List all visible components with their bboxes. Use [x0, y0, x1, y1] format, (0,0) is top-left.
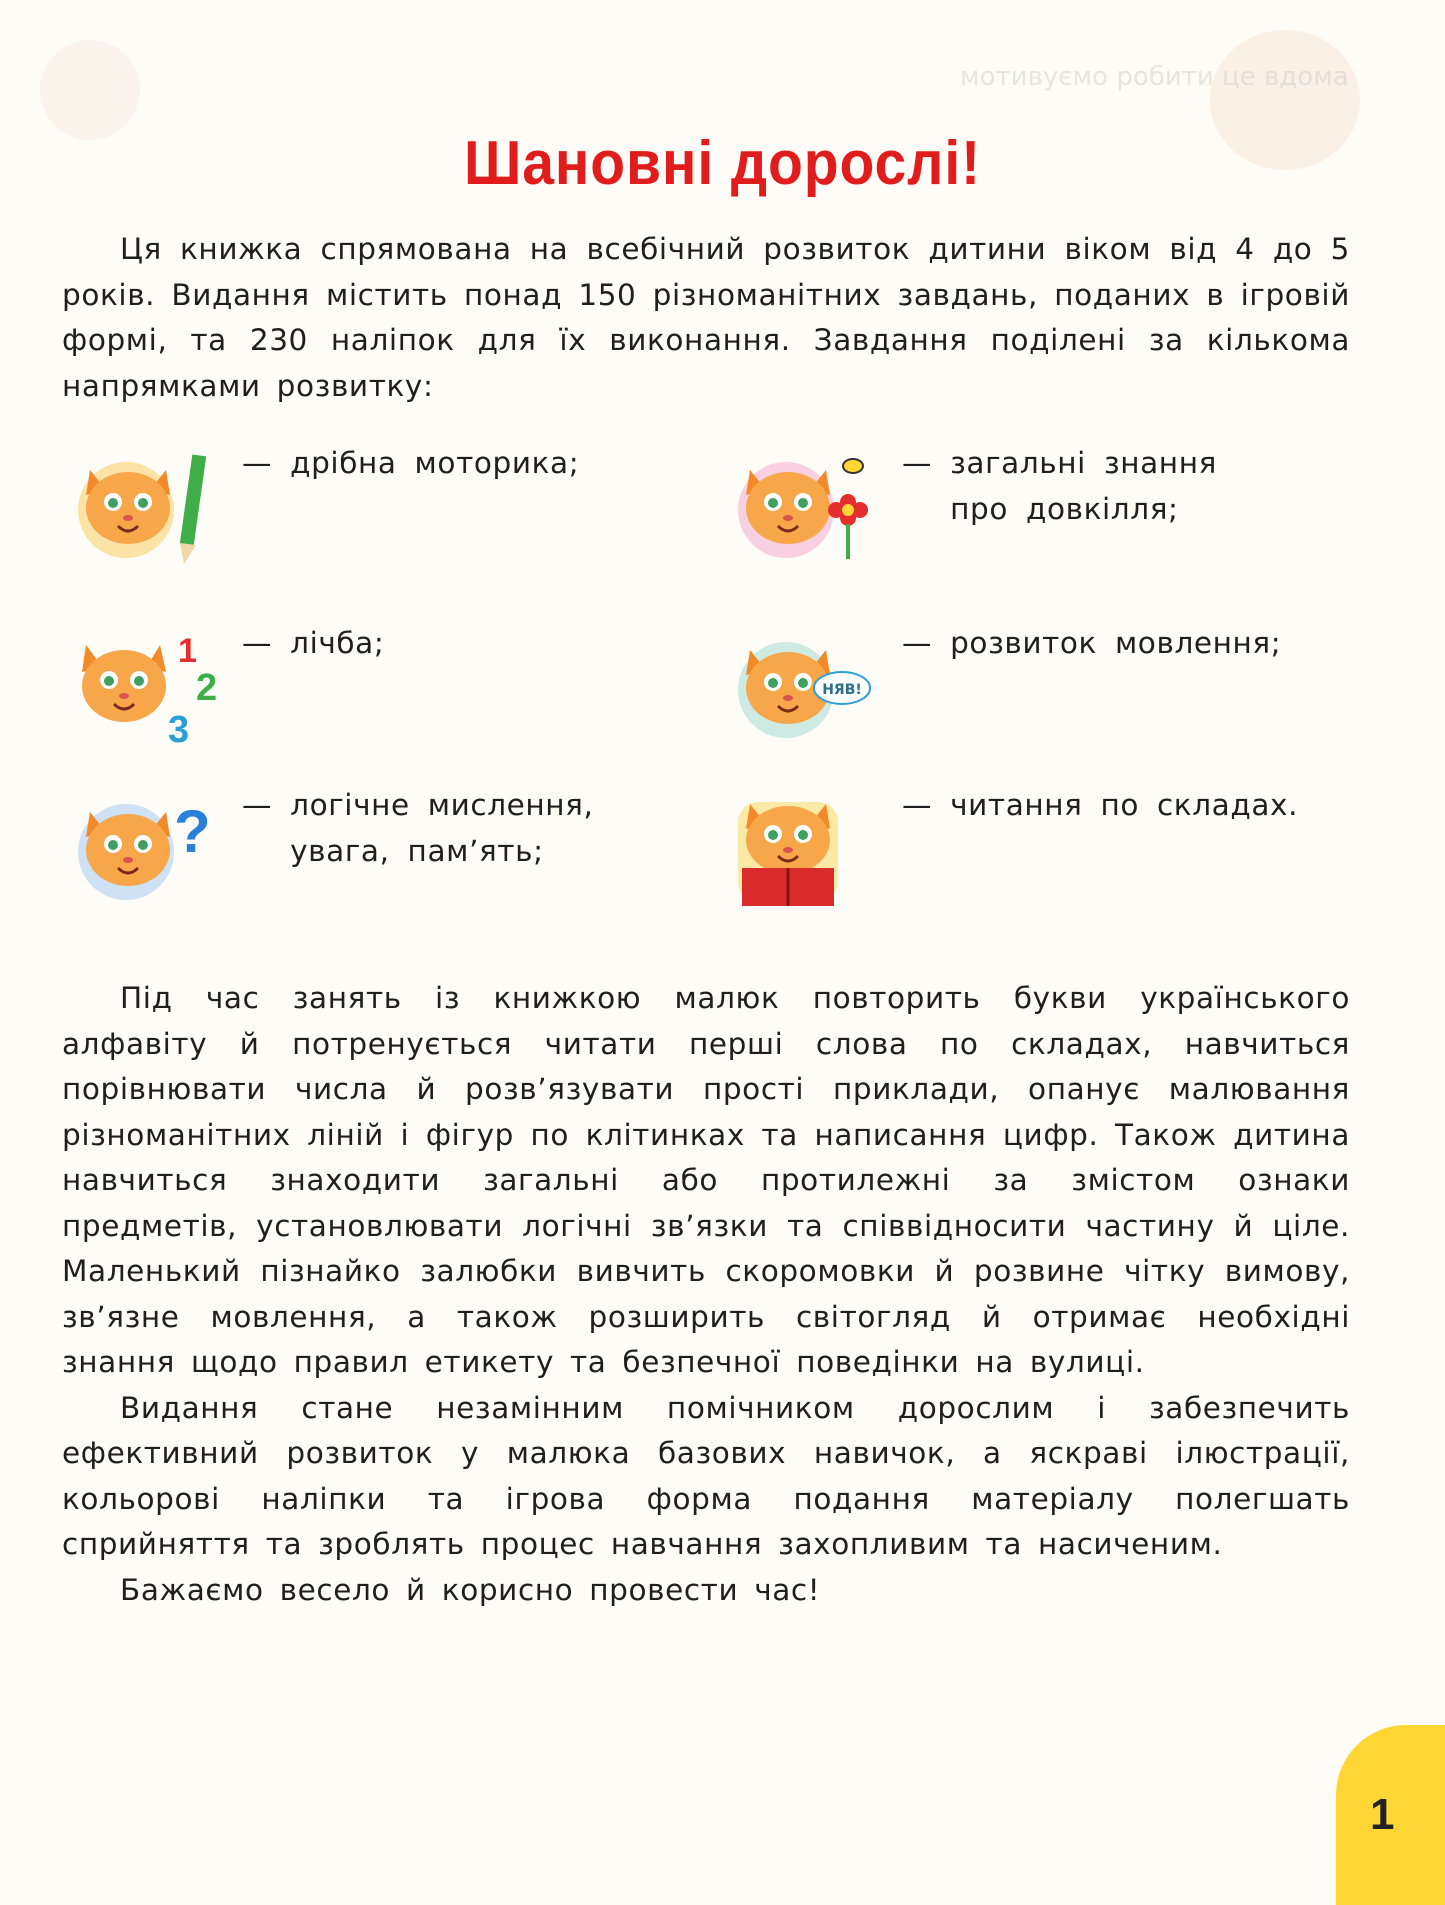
- speech-cat-icon: [728, 620, 888, 750]
- category-fine-motor: [68, 440, 579, 570]
- speech-bubble-text: НЯВ!: [822, 682, 862, 698]
- page-number: 1: [1370, 1790, 1395, 1839]
- body-paragraph: Під час занять із книжкою малюк повторить букви українського алфавіту й потренується читати перші слова по складах, навчиться порівнювати числа й розв’язувати прості приклади, опанує малювання різноманітних ліній і фігур по клітинках та написання цифр. Також дитина навчиться знаходити загальні або протилежні за змістом ознаки предметів, установлювати логічні зв’язки та співвідносити частину й ціле. Маленький пізнайко залюбки вивчить скоромовки й розвине чітку вимову, зв’язне мовлення, а також розширить світогляд й отримає необхідні знання щодо правил етикету та безпечної поведінки на вулиці.: [62, 981, 1350, 1379]
- digit-three: 3: [168, 709, 190, 750]
- question-mark: ?: [174, 798, 211, 865]
- category-dash: —: [242, 446, 273, 480]
- category-dash: —: [902, 626, 933, 660]
- category-label: читання по складах.: [950, 788, 1299, 822]
- category-speech: [728, 620, 1281, 750]
- digit-one: 1: [178, 632, 197, 670]
- book-cat-icon: [728, 782, 888, 912]
- category-label: дрібна моторика;: [290, 446, 580, 480]
- body-paragraph: Видання стане незамінним помічником дорослим і забезпечить ефективний розвиток у малюка базових навичок, а яскраві ілюстрації, кольорові наліпки та ігрова форма подання матеріалу полегшать сприйняття та зроблять процес навчання захопливим та насиченим.: [62, 1390, 1350, 1561]
- closing-line: Бажаємо весело й корисно провести час!: [120, 1572, 821, 1607]
- category-general-knowledge: [728, 440, 1217, 570]
- category-reading: [728, 782, 1298, 912]
- numbers-cat-icon: [68, 620, 228, 750]
- category-dash: —: [902, 446, 933, 480]
- category-counting: [68, 620, 384, 750]
- question-cat-icon: [68, 782, 228, 912]
- category-label: лічба;: [290, 626, 385, 660]
- category-dash: —: [242, 626, 273, 660]
- flower-bee-cat-icon: [728, 440, 888, 570]
- faded-background-decoration: [40, 40, 140, 140]
- category-logic: [68, 782, 594, 912]
- digit-two: 2: [196, 667, 218, 709]
- category-dash: —: [902, 788, 933, 822]
- body-text: [62, 976, 1350, 1613]
- category-dash: —: [242, 788, 273, 822]
- category-label: розвиток мовлення;: [950, 626, 1282, 660]
- intro-paragraph: Ця книжка спрямована на всебічний розвиток дитини віком від 4 до 5 років. Видання містить понад 150 різноманітних завдань, поданих в ігровій формі, та 230 наліпок для їх виконання. Завдання поділені за кількома напрямками розвитку:: [62, 232, 1350, 403]
- category-label: логічне мислення, увага, пам’ять;: [290, 788, 594, 868]
- bleed-through-text: мотивуємо робити це вдома: [960, 62, 1349, 92]
- pencil-cat-icon: [68, 440, 228, 570]
- category-label: загальні знання про довкілля;: [950, 446, 1217, 526]
- page-title: Шановні дорослі!: [463, 129, 982, 198]
